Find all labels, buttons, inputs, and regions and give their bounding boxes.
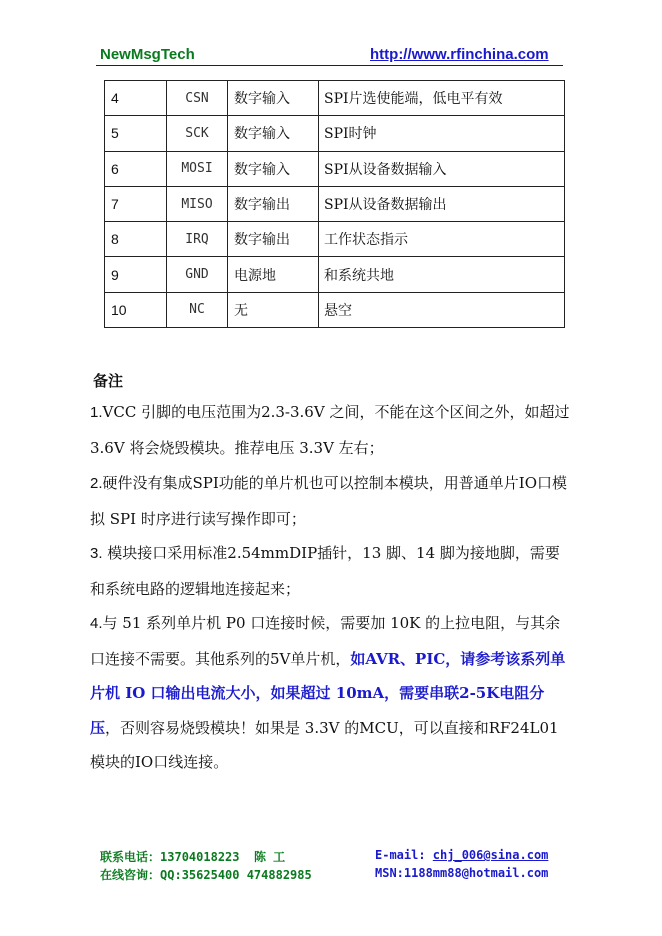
pin-name: GND bbox=[167, 257, 228, 292]
note-1-text: VCC 引脚的电压范围为2.3-3.6V 之间，不能在这个区间之外，如超过 3.6V 将会烧毁模块。推荐电压 3.3V 左右； bbox=[90, 403, 570, 457]
company-name: NewMsgTech bbox=[100, 46, 195, 63]
pin-name: IRQ bbox=[167, 222, 228, 257]
notes-title: 备注 bbox=[93, 372, 124, 390]
note-2 bbox=[90, 466, 570, 536]
table-row bbox=[105, 116, 565, 151]
pin-description: SPI从设备数据输入 bbox=[319, 151, 565, 186]
header-divider bbox=[96, 65, 563, 66]
pin-name: NC bbox=[167, 292, 228, 327]
pin-type: 数字输入 bbox=[228, 81, 319, 116]
pin-number: 9 bbox=[105, 257, 167, 292]
footer-qq bbox=[100, 866, 312, 883]
pin-number: 5 bbox=[105, 116, 167, 151]
pin-number: 7 bbox=[105, 186, 167, 221]
pin-type: 数字输入 bbox=[228, 116, 319, 151]
pin-number: 10 bbox=[105, 292, 167, 327]
pin-description: SPI从设备数据输出 bbox=[319, 186, 565, 221]
note-1-number: 1. bbox=[90, 404, 103, 421]
pin-description: 和系统共地 bbox=[319, 257, 565, 292]
pin-table bbox=[104, 80, 565, 328]
note-2-text: 硬件没有集成SPI功能的单片机也可以控制本模块，用普通单片IO口模拟 SPI 时序进行读写操作即可； bbox=[90, 474, 568, 528]
pin-number: 4 bbox=[105, 81, 167, 116]
table-row bbox=[105, 186, 565, 221]
footer-email bbox=[375, 848, 548, 862]
note-4-number: 4. bbox=[90, 615, 103, 632]
note-2-number: 2. bbox=[90, 475, 103, 492]
table-row bbox=[105, 81, 565, 116]
pin-type: 数字输出 bbox=[228, 186, 319, 221]
pin-name: SCK bbox=[167, 116, 228, 151]
table-row bbox=[105, 151, 565, 186]
table-row bbox=[105, 257, 565, 292]
pin-type: 无 bbox=[228, 292, 319, 327]
pin-type: 数字输出 bbox=[228, 222, 319, 257]
note-4-text-b: ，否则容易烧毁模块！如果是 3.3V 的MCU，可以直接和RF24L01模块的IO口线连接。 bbox=[90, 718, 559, 771]
pin-description: 悬空 bbox=[319, 292, 565, 327]
pin-type: 数字输入 bbox=[228, 151, 319, 186]
note-1 bbox=[90, 395, 570, 465]
note-3-text: 模块接口采用标准2.54mmDIP插针，13 脚、14 脚为接地脚，需要和系统电路的逻辑地连接起来； bbox=[90, 544, 560, 598]
qq-label: 在线咨询： bbox=[100, 868, 161, 882]
pin-type: 电源地 bbox=[228, 257, 319, 292]
pin-name: MOSI bbox=[167, 151, 228, 186]
pin-number: 6 bbox=[105, 151, 167, 186]
footer-msn: MSN:1188mm88@hotmail.com bbox=[375, 866, 549, 880]
note-4-text-a: 与 51 系列单片机 P0 口连接时候，需要加 10K 的上拉电阻，与其余口连接不需要。其他系列的5V单片机， bbox=[90, 614, 561, 668]
pin-name: MISO bbox=[167, 186, 228, 221]
footer-phone bbox=[100, 848, 285, 865]
qq-numbers: QQ:35625400 474882985 bbox=[160, 868, 312, 882]
table-row bbox=[105, 222, 565, 257]
note-4 bbox=[90, 606, 570, 780]
phone-number: 13704018223 bbox=[160, 850, 240, 864]
note-3-number: 3. bbox=[90, 545, 103, 562]
table-row bbox=[105, 292, 565, 327]
note-4-highlight: 如AVR、PIC，请参考该系列单片机 IO 口输出电流大小，如果超过 10mA，需要串联2-5K电阻分压 bbox=[90, 649, 566, 737]
email-label: E-mail: bbox=[375, 848, 433, 862]
website-link[interactable]: http://www.rfinchina.com bbox=[370, 46, 549, 63]
pin-number: 8 bbox=[105, 222, 167, 257]
email-link[interactable]: chj_006@sina.com bbox=[432, 848, 549, 862]
contact-name: 陈 工 bbox=[253, 850, 286, 864]
pin-description: SPI片选使能端，低电平有效 bbox=[319, 81, 565, 116]
note-3 bbox=[90, 536, 570, 606]
pin-description: SPI时钟 bbox=[319, 116, 565, 151]
pin-description: 工作状态指示 bbox=[319, 222, 565, 257]
pin-name: CSN bbox=[167, 81, 228, 116]
phone-label: 联系电话： bbox=[100, 850, 161, 864]
